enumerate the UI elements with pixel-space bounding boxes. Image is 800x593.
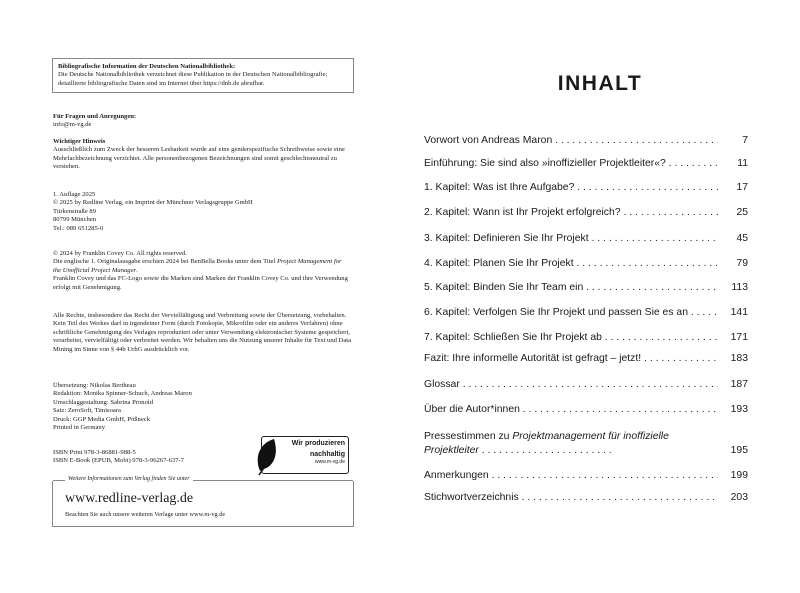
toc-page-number: 203 (718, 491, 748, 505)
toc-page-number: 199 (718, 469, 748, 483)
toc-entry-title: 5. Kapitel: Binden Sie Ihr Team ein . . . (424, 281, 718, 295)
toc-entry-title: Stichwortverzeichnis . . . (424, 491, 718, 505)
toc-page-number: 11 (718, 157, 748, 171)
toc-entry (424, 206, 748, 220)
toc-entry-title: Vorwort von Andreas Maron . . . (424, 134, 718, 148)
toc-entry (424, 306, 748, 320)
credit-line: Printed in Germany (53, 424, 106, 432)
toc-page-number: 113 (718, 281, 748, 295)
copyright-line (53, 258, 351, 275)
note-text: Ausschließlich zum Zweck der besseren Lesbarkeit wurde auf eine genderspezifische Schreibweise sowie eine Mehrfachbezeichnung verzichtet. Alle personenbezogenen Bezeichnungen sind somit geschlechtsneutral zu verstehen. (53, 146, 345, 171)
sustainability-badge (261, 436, 349, 474)
toc-entry-text: Pressestimmen zu (424, 431, 513, 442)
imprint-line: Türkenstraße 89 (53, 207, 97, 215)
toc-entry (424, 378, 748, 392)
web-caption: Weitere Informationen zum Verlag finden Sie unter (65, 476, 193, 482)
toc-page-number: 193 (718, 403, 748, 417)
toc-entry (424, 181, 748, 195)
toc-entry (424, 352, 748, 366)
badge-url: www.m-vg.de (314, 459, 345, 465)
copyright-text: . (136, 266, 138, 274)
toc-entry-title: 2. Kapitel: Wann ist Ihr Projekt erfolgreich? . . . (424, 206, 718, 220)
toc-entry-title: Über die Autor*innen . . . (424, 403, 718, 417)
toc-entry-title: Einführung: Sie sind also »inoffizieller Projektleiter«? . . . (424, 157, 718, 171)
imprint-line: © 2025 by Redline Verlag, ein Imprint der Münchner Verlagsgruppe GmbH (53, 199, 253, 207)
credits (53, 382, 351, 432)
toc-page-number: 17 (718, 181, 748, 195)
toc-entry-title: Anmerkungen . . . (424, 469, 718, 483)
toc-entry (424, 430, 748, 458)
credit-line: Umschlaggestaltung: Sabrina Pronold (53, 398, 153, 406)
web-subtext: Beachten Sie auch unsere weiteren Verlage unter www.m-vg.de (65, 511, 226, 518)
leader-dots: . . . . . . . . . . . . . . . . . . . . . . . (478, 445, 612, 456)
imprint (53, 191, 351, 233)
publisher-web-box (52, 476, 354, 527)
rights: Alle Rechte, insbesondere das Recht der Vervielfältigung und Verbreitung sowie der Übersetzung, vorbehalten. Kein Teil des Werkes darf in irgendeiner Form (durch Fotokopie, Mikrofilm oder ein anderes Verfahren) ohne schriftliche Genehmigung des Verlages reproduziert oder unter Verwendung elektronischer Systeme gespeichert, verarbeitet, vervielfältigt oder verbreitet werden. Wir behalten uns die Nutzung unserer Inhalte für Text und Data Mining im Sinne von § 44b UrhG ausdrücklich vor. (53, 312, 352, 353)
leaf-icon (256, 437, 280, 477)
toc-entry (424, 157, 748, 171)
toc-entry (424, 232, 748, 246)
toc-page-number: 171 (718, 331, 748, 345)
toc-entry-title: 1. Kapitel: Was ist Ihre Aufgabe? . . . (424, 181, 718, 195)
toc-page-number: 183 (718, 352, 748, 366)
toc-entry (424, 491, 748, 505)
bib-title: Bibliografische Information der Deutschen Nationalbibliothek: (58, 63, 236, 70)
toc-entry (424, 281, 748, 295)
toc-page-number: 141 (718, 306, 748, 320)
note (53, 138, 351, 172)
toc-title: INHALT (557, 72, 643, 95)
contact-title: Für Fragen und Anregungen: (53, 113, 137, 120)
contact-email: info@m-vg.de (53, 121, 92, 129)
toc-entry (424, 331, 748, 345)
bib-text: Die Deutsche Nationalbibliothek verzeichnet diese Publikation in der Deutschen Nationalbibliografie; detaillierte bibliografische Daten sind im Internet über https://dnb.de abrufbar. (58, 71, 328, 87)
original-title: Project Management for the Unofficial Project Manager (53, 258, 342, 274)
toc-page-number: 79 (718, 257, 748, 271)
toc-entry-title (424, 430, 718, 458)
toc-entry-title: 6. Kapitel: Verfolgen Sie Ihr Projekt und passen Sie es an . . . (424, 306, 718, 320)
toc-entry-title: Fazit: Ihre informelle Autorität ist gefragt – jetzt! . . . (424, 352, 718, 366)
toc-entry (424, 134, 748, 148)
copyright-text: Die englische 1. Originalausgabe erschien 2024 bei BenBella Books unter dem Titel (53, 258, 277, 266)
credit-line: Satz: ZeroSoft, Timisoara (53, 407, 121, 415)
credit-line: Druck: GGP Media GmbH, Pößneck (53, 415, 151, 423)
toc-page-number: 195 (718, 444, 748, 458)
credit-line: Übersetzung: Nikolas Bertheau (53, 382, 136, 389)
badge-line: nachhaltig (309, 451, 345, 458)
toc-entry (424, 403, 748, 417)
toc-page-number: 187 (718, 378, 748, 392)
toc-entry-title: Glossar . . . (424, 378, 718, 392)
isbn-line: ISBN E-Book (EPUB, Mobi) 978-3-96267-637-7 (53, 457, 184, 465)
publisher-url: www.redline-verlag.de (65, 491, 194, 506)
note-title: Wichtiger Hinweis (53, 138, 106, 145)
copyright-line: © 2024 by Franklin Covey Co. All rights reserved. (53, 250, 187, 257)
copyright (53, 250, 351, 292)
toc-page-number: 25 (718, 206, 748, 220)
toc-entry (424, 257, 748, 271)
credit-line: Redaktion: Monika Spinner-Schuch, Andreas Maron (53, 390, 192, 398)
contact (53, 113, 351, 130)
imprint-line: 1. Auflage 2025 (53, 191, 96, 198)
toc-page-number: 45 (718, 232, 748, 246)
toc-entry (424, 469, 748, 483)
copyright-line: Franklin Covey und das FC-Logo sowie die Marken sind Marken der Franklin Covey Co. und ihre Verwendung erfolgt mit Genehmigung. (53, 275, 348, 291)
imprint-line: 80799 München (53, 216, 97, 224)
imprint-line: Tel.: 089 651285-0 (53, 224, 104, 232)
toc-page-number: 7 (718, 134, 748, 148)
isbn-line: ISBN Print 978-3-86881-988-5 (53, 449, 136, 456)
toc-entry-title: 3. Kapitel: Definieren Sie Ihr Projekt . . . (424, 232, 718, 246)
toc-entry-title: 4. Kapitel: Planen Sie Ihr Projekt . . . (424, 257, 718, 271)
toc-entry-book-title: Projektmanagement für inoffizielle Projektleiter (424, 431, 669, 456)
toc-entry-title: 7. Kapitel: Schließen Sie Ihr Projekt ab . . . (424, 331, 718, 345)
badge-line: Wir produzieren (291, 440, 345, 447)
bibliographic-info-box (52, 58, 354, 93)
